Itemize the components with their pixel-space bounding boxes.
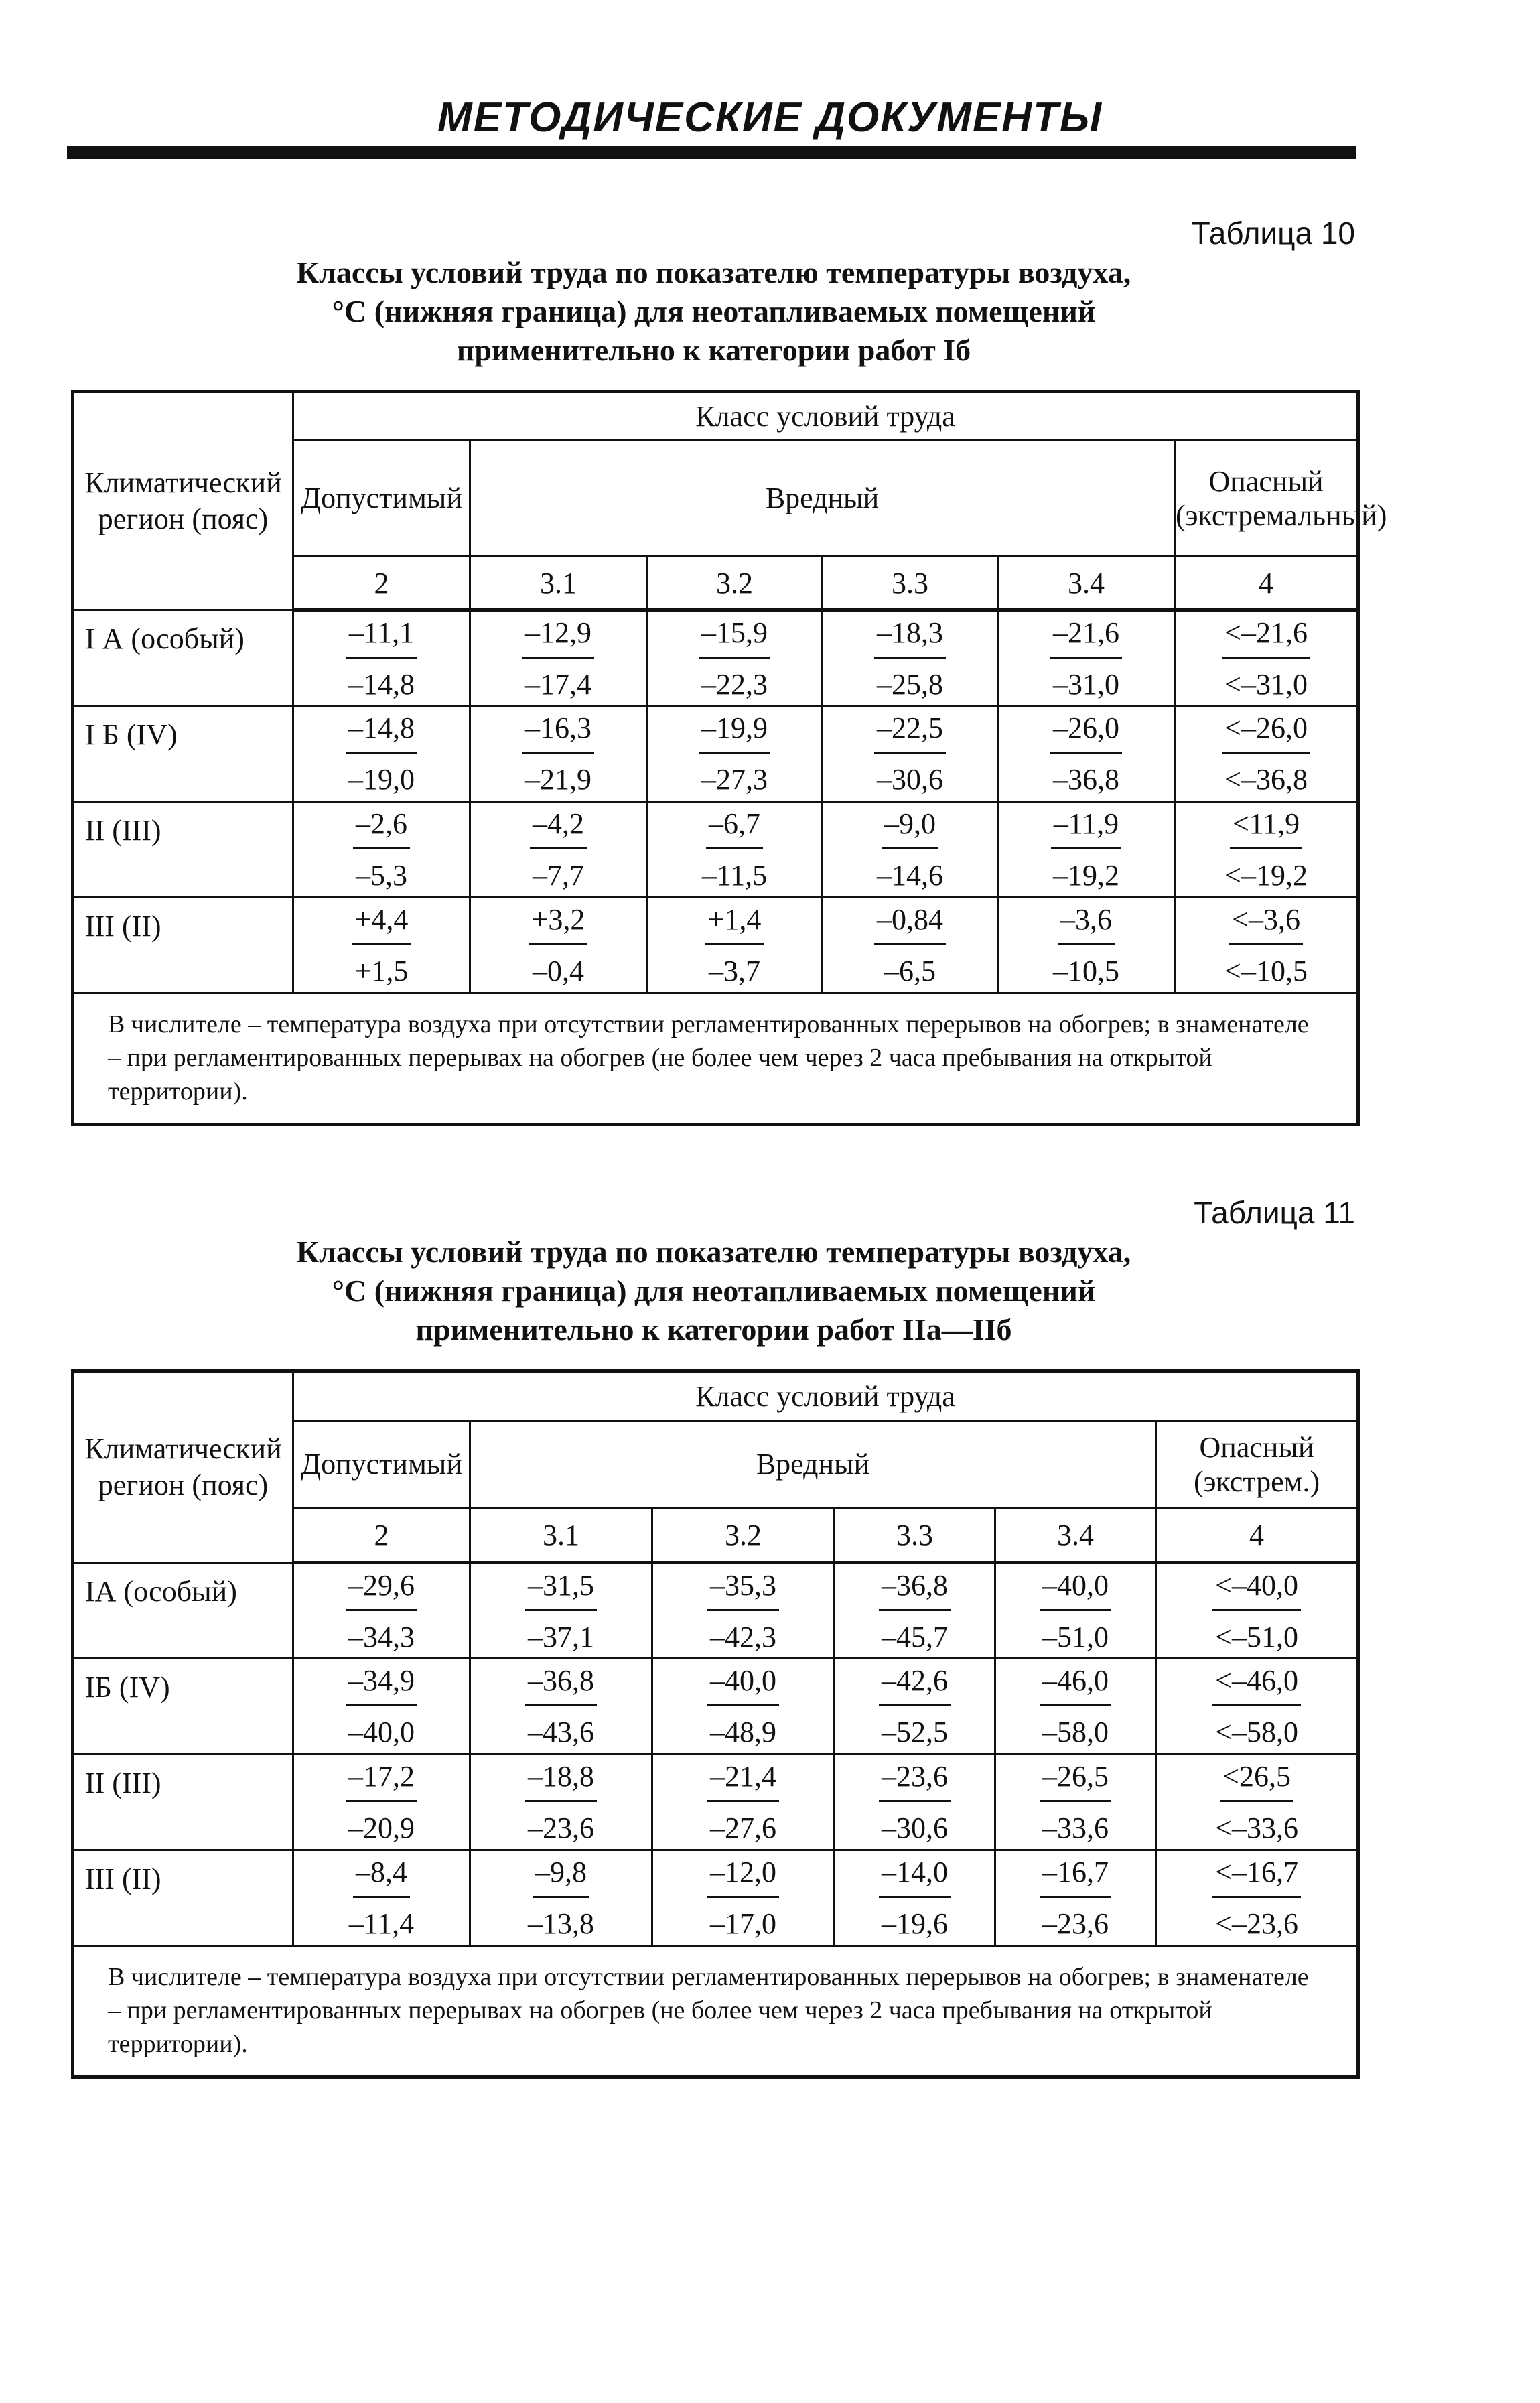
value-cell: [835, 1850, 995, 1946]
value-cell: [823, 706, 998, 802]
column-number: 4: [1156, 1508, 1358, 1563]
numerator: <–16,7: [1212, 1856, 1301, 1898]
denominator: –11,5: [701, 859, 768, 892]
denominator: <–36,8: [1224, 763, 1308, 796]
denominator: –23,6: [528, 1811, 594, 1844]
table-row: [73, 898, 1358, 993]
column-number: 2: [293, 1508, 470, 1563]
table-row: [73, 1755, 1358, 1850]
temperature-class-table: [71, 390, 1387, 1126]
value-cell: [1156, 1563, 1358, 1659]
value-cell: [823, 610, 998, 706]
harmful-class-header: Вредный: [470, 440, 1175, 557]
numerator: –16,3: [522, 711, 594, 754]
numerator: <–26,0: [1222, 711, 1310, 754]
value-cell: [652, 1659, 835, 1755]
denominator: –22,3: [701, 667, 768, 701]
value-cell: [1156, 1659, 1358, 1755]
numerator: –35,3: [707, 1569, 779, 1611]
numerator: <11,9: [1230, 807, 1302, 849]
column-number: 3.2: [647, 557, 823, 610]
numerator: <–3,6: [1229, 903, 1303, 945]
value-cell: [998, 706, 1175, 802]
value-cell: [647, 802, 823, 898]
table-10-block: [71, 214, 1387, 1126]
value-cell: [998, 610, 1175, 706]
column-number: 2: [293, 557, 470, 610]
table-label: Таблица 11: [1194, 1195, 1355, 1230]
denominator: <–33,6: [1215, 1811, 1298, 1844]
value-cell: [470, 1850, 652, 1946]
header-rule: [67, 146, 1356, 159]
denominator: –6,5: [884, 955, 936, 987]
value-cell: [647, 610, 823, 706]
numerator: –8,4: [353, 1856, 410, 1898]
value-cell: [1175, 610, 1358, 706]
numerator: –6,7: [706, 807, 763, 849]
value-cell: [293, 1850, 470, 1946]
numerator: –18,3: [874, 616, 946, 659]
region-cell: I Б (IV): [73, 706, 293, 802]
denominator: –30,6: [877, 763, 943, 796]
denominator: +1,5: [354, 955, 409, 987]
numerator: +4,4: [352, 903, 411, 945]
value-cell: [823, 802, 998, 898]
denominator: –23,6: [1042, 1907, 1109, 1940]
allowed-class-header: Допустимый: [293, 1421, 470, 1508]
value-cell: [293, 1755, 470, 1850]
denominator: <–51,0: [1215, 1620, 1298, 1653]
caption-line: °С (нижняя граница) для неотапливаемых помещений: [332, 1274, 1096, 1308]
numerator: –17,2: [346, 1760, 417, 1802]
denominator: –11,4: [348, 1907, 415, 1940]
numerator: –21,6: [1050, 616, 1122, 659]
column-number: 3.3: [835, 1508, 995, 1563]
denominator: –40,0: [348, 1716, 415, 1748]
value-cell: [652, 1850, 835, 1946]
value-cell: [470, 706, 647, 802]
denominator: –3,7: [708, 955, 760, 987]
value-cell: [995, 1659, 1156, 1755]
denominator: –58,0: [1042, 1716, 1109, 1748]
numerator: –18,8: [525, 1760, 597, 1802]
denominator: –13,8: [528, 1907, 594, 1940]
numerator: –29,6: [346, 1569, 417, 1611]
denominator: –37,1: [528, 1620, 594, 1653]
numerator: –23,6: [879, 1760, 951, 1802]
table-row: [73, 802, 1358, 898]
value-cell: [293, 1659, 470, 1755]
value-cell: [823, 898, 998, 993]
denominator: –7,7: [533, 859, 584, 892]
value-cell: [647, 706, 823, 802]
table-note: В числителе – температура воздуха при отсутствии регламентированных перерывов на обогрев; в знаменателе – при регламентированных перерывах на обогрев (не более чем через 2 часа пребывания на открытой территории).: [73, 1946, 1358, 2077]
column-number: 3.1: [470, 1508, 652, 1563]
table-row: [73, 1659, 1358, 1755]
value-cell: [293, 610, 470, 706]
denominator: <–23,6: [1215, 1907, 1298, 1940]
denominator: –21,9: [525, 763, 591, 796]
value-cell: [998, 802, 1175, 898]
value-cell: [998, 898, 1175, 993]
denominator: –19,0: [348, 763, 415, 796]
numerator: –14,0: [879, 1856, 951, 1898]
denominator: –10,5: [1053, 955, 1119, 987]
denominator: –0,4: [532, 955, 584, 987]
value-cell: [470, 610, 647, 706]
climatic-region-header: Климатический регион (пояс): [73, 392, 293, 610]
dangerous-class-header: Опасный (экстрем.): [1156, 1421, 1358, 1508]
value-cell: [647, 898, 823, 993]
denominator: –5,3: [356, 859, 407, 892]
value-cell: [995, 1755, 1156, 1850]
denominator: <–19,2: [1224, 859, 1308, 892]
numerator: +1,4: [705, 903, 764, 945]
value-cell: [1175, 898, 1358, 993]
denominator: <–31,0: [1224, 667, 1308, 701]
numerator: –9,0: [882, 807, 938, 849]
region-cell: II (III): [73, 802, 293, 898]
region-cell: IА (особый): [73, 1563, 293, 1659]
denominator: –30,6: [882, 1811, 948, 1844]
table-note: В числителе – температура воздуха при отсутствии регламентированных перерывов на обогрев; в знаменателе – при регламентированных перерывах на обогрев (не более чем через 2 часа пребывания на открытой территории).: [73, 993, 1358, 1125]
numerator: –46,0: [1040, 1664, 1111, 1706]
denominator: –19,6: [882, 1907, 948, 1940]
region-cell: III (II): [73, 1850, 293, 1946]
denominator: –14,8: [348, 667, 415, 701]
value-cell: [1156, 1850, 1358, 1946]
denominator: –19,2: [1053, 859, 1119, 892]
numerator: <–40,0: [1212, 1569, 1301, 1611]
denominator: –33,6: [1042, 1811, 1109, 1844]
denominator: –14,6: [877, 859, 943, 892]
denominator: <–10,5: [1224, 955, 1308, 987]
numerator: –34,9: [346, 1664, 417, 1706]
denominator: –17,4: [525, 667, 591, 701]
numerator: <26,5: [1220, 1760, 1293, 1802]
column-number: 3.1: [470, 557, 647, 610]
value-cell: [470, 1659, 652, 1755]
numerator: –9,8: [533, 1856, 589, 1898]
caption-line: применительно к категории работ IIа—IIб: [415, 1312, 1012, 1347]
caption-line: °С (нижняя граница) для неотапливаемых помещений: [332, 294, 1096, 328]
numerator: <–46,0: [1212, 1664, 1301, 1706]
numerator: –15,9: [699, 616, 770, 659]
caption-line: применительно к категории работ Iб: [456, 333, 971, 367]
column-number: 4: [1175, 557, 1358, 610]
denominator: <–58,0: [1215, 1716, 1298, 1748]
table-11-block: [71, 1194, 1356, 2079]
region-cell: III (II): [73, 898, 293, 993]
value-cell: [1175, 706, 1358, 802]
denominator: –20,9: [348, 1811, 415, 1844]
value-cell: [652, 1563, 835, 1659]
numerator: +3,2: [529, 903, 588, 945]
table-caption: [71, 1233, 1356, 1349]
denominator: –25,8: [877, 667, 943, 701]
numerator: –2,6: [353, 807, 410, 849]
numerator: –36,8: [879, 1569, 951, 1611]
denominator: –52,5: [882, 1716, 948, 1748]
table-caption: [71, 253, 1356, 370]
table-row: [73, 706, 1358, 802]
climatic-region-header: Климатический регион (пояс): [73, 1371, 293, 1563]
numerator: –42,6: [879, 1664, 951, 1706]
denominator: –34,3: [348, 1620, 415, 1653]
denominator: –51,0: [1042, 1620, 1109, 1653]
denominator: –48,9: [710, 1716, 776, 1748]
column-number: 3.3: [823, 557, 998, 610]
region-cell: II (III): [73, 1755, 293, 1850]
table-row: [73, 1563, 1358, 1659]
numerator: –16,7: [1040, 1856, 1111, 1898]
numerator: –12,0: [707, 1856, 779, 1898]
value-cell: [470, 1755, 652, 1850]
running-header-title: МЕТОДИЧЕСКИЕ ДОКУМЕНТЫ: [437, 94, 1103, 141]
value-cell: [652, 1755, 835, 1850]
numerator: –21,4: [707, 1760, 779, 1802]
numerator: –22,5: [874, 711, 946, 754]
denominator: –43,6: [528, 1716, 594, 1748]
numerator: –19,9: [699, 711, 770, 754]
value-cell: [835, 1563, 995, 1659]
value-cell: [835, 1659, 995, 1755]
numerator: –40,0: [707, 1664, 779, 1706]
harmful-class-header: Вредный: [470, 1421, 1156, 1508]
work-class-header: Класс условий труда: [293, 392, 1358, 440]
value-cell: [470, 898, 647, 993]
column-number: 3.2: [652, 1508, 835, 1563]
table-label: Таблица 10: [1191, 216, 1355, 251]
denominator: –31,0: [1053, 667, 1119, 701]
denominator: –42,3: [710, 1620, 776, 1653]
numerator: –36,8: [525, 1664, 597, 1706]
region-cell: IБ (IV): [73, 1659, 293, 1755]
dangerous-class-header: Опасный (экстремальный): [1175, 440, 1358, 557]
numerator: –3,6: [1058, 903, 1115, 945]
value-cell: [835, 1755, 995, 1850]
table-row: [73, 610, 1358, 706]
value-cell: [470, 802, 647, 898]
numerator: –11,1: [346, 616, 417, 659]
caption-line: Классы условий труда по показателю температуры воздуха,: [296, 255, 1131, 289]
value-cell: [995, 1850, 1156, 1946]
column-number: 3.4: [998, 557, 1175, 610]
column-number: 3.4: [995, 1508, 1156, 1563]
denominator: –45,7: [882, 1620, 948, 1653]
allowed-class-header: Допустимый: [293, 440, 470, 557]
numerator: –26,5: [1040, 1760, 1111, 1802]
numerator: –11,9: [1051, 807, 1121, 849]
region-cell: I А (особый): [73, 610, 293, 706]
work-class-header: Класс условий труда: [293, 1371, 1358, 1421]
denominator: –27,3: [701, 763, 768, 796]
numerator: –31,5: [525, 1569, 597, 1611]
numerator: –0,84: [874, 903, 946, 945]
numerator: –4,2: [530, 807, 587, 849]
temperature-class-table: [71, 1369, 1360, 2079]
value-cell: [293, 802, 470, 898]
value-cell: [293, 706, 470, 802]
numerator: –26,0: [1050, 711, 1122, 754]
table-row: [73, 1850, 1358, 1946]
numerator: –40,0: [1040, 1569, 1111, 1611]
numerator: –14,8: [346, 711, 417, 754]
value-cell: [293, 1563, 470, 1659]
denominator: –27,6: [710, 1811, 776, 1844]
value-cell: [995, 1563, 1156, 1659]
numerator: <–21,6: [1222, 616, 1310, 659]
denominator: –36,8: [1053, 763, 1119, 796]
numerator: –12,9: [522, 616, 594, 659]
value-cell: [1175, 802, 1358, 898]
value-cell: [470, 1563, 652, 1659]
caption-line: Классы условий труда по показателю температуры воздуха,: [296, 1235, 1131, 1269]
value-cell: [293, 898, 470, 993]
value-cell: [1156, 1755, 1358, 1850]
denominator: –17,0: [710, 1907, 776, 1940]
